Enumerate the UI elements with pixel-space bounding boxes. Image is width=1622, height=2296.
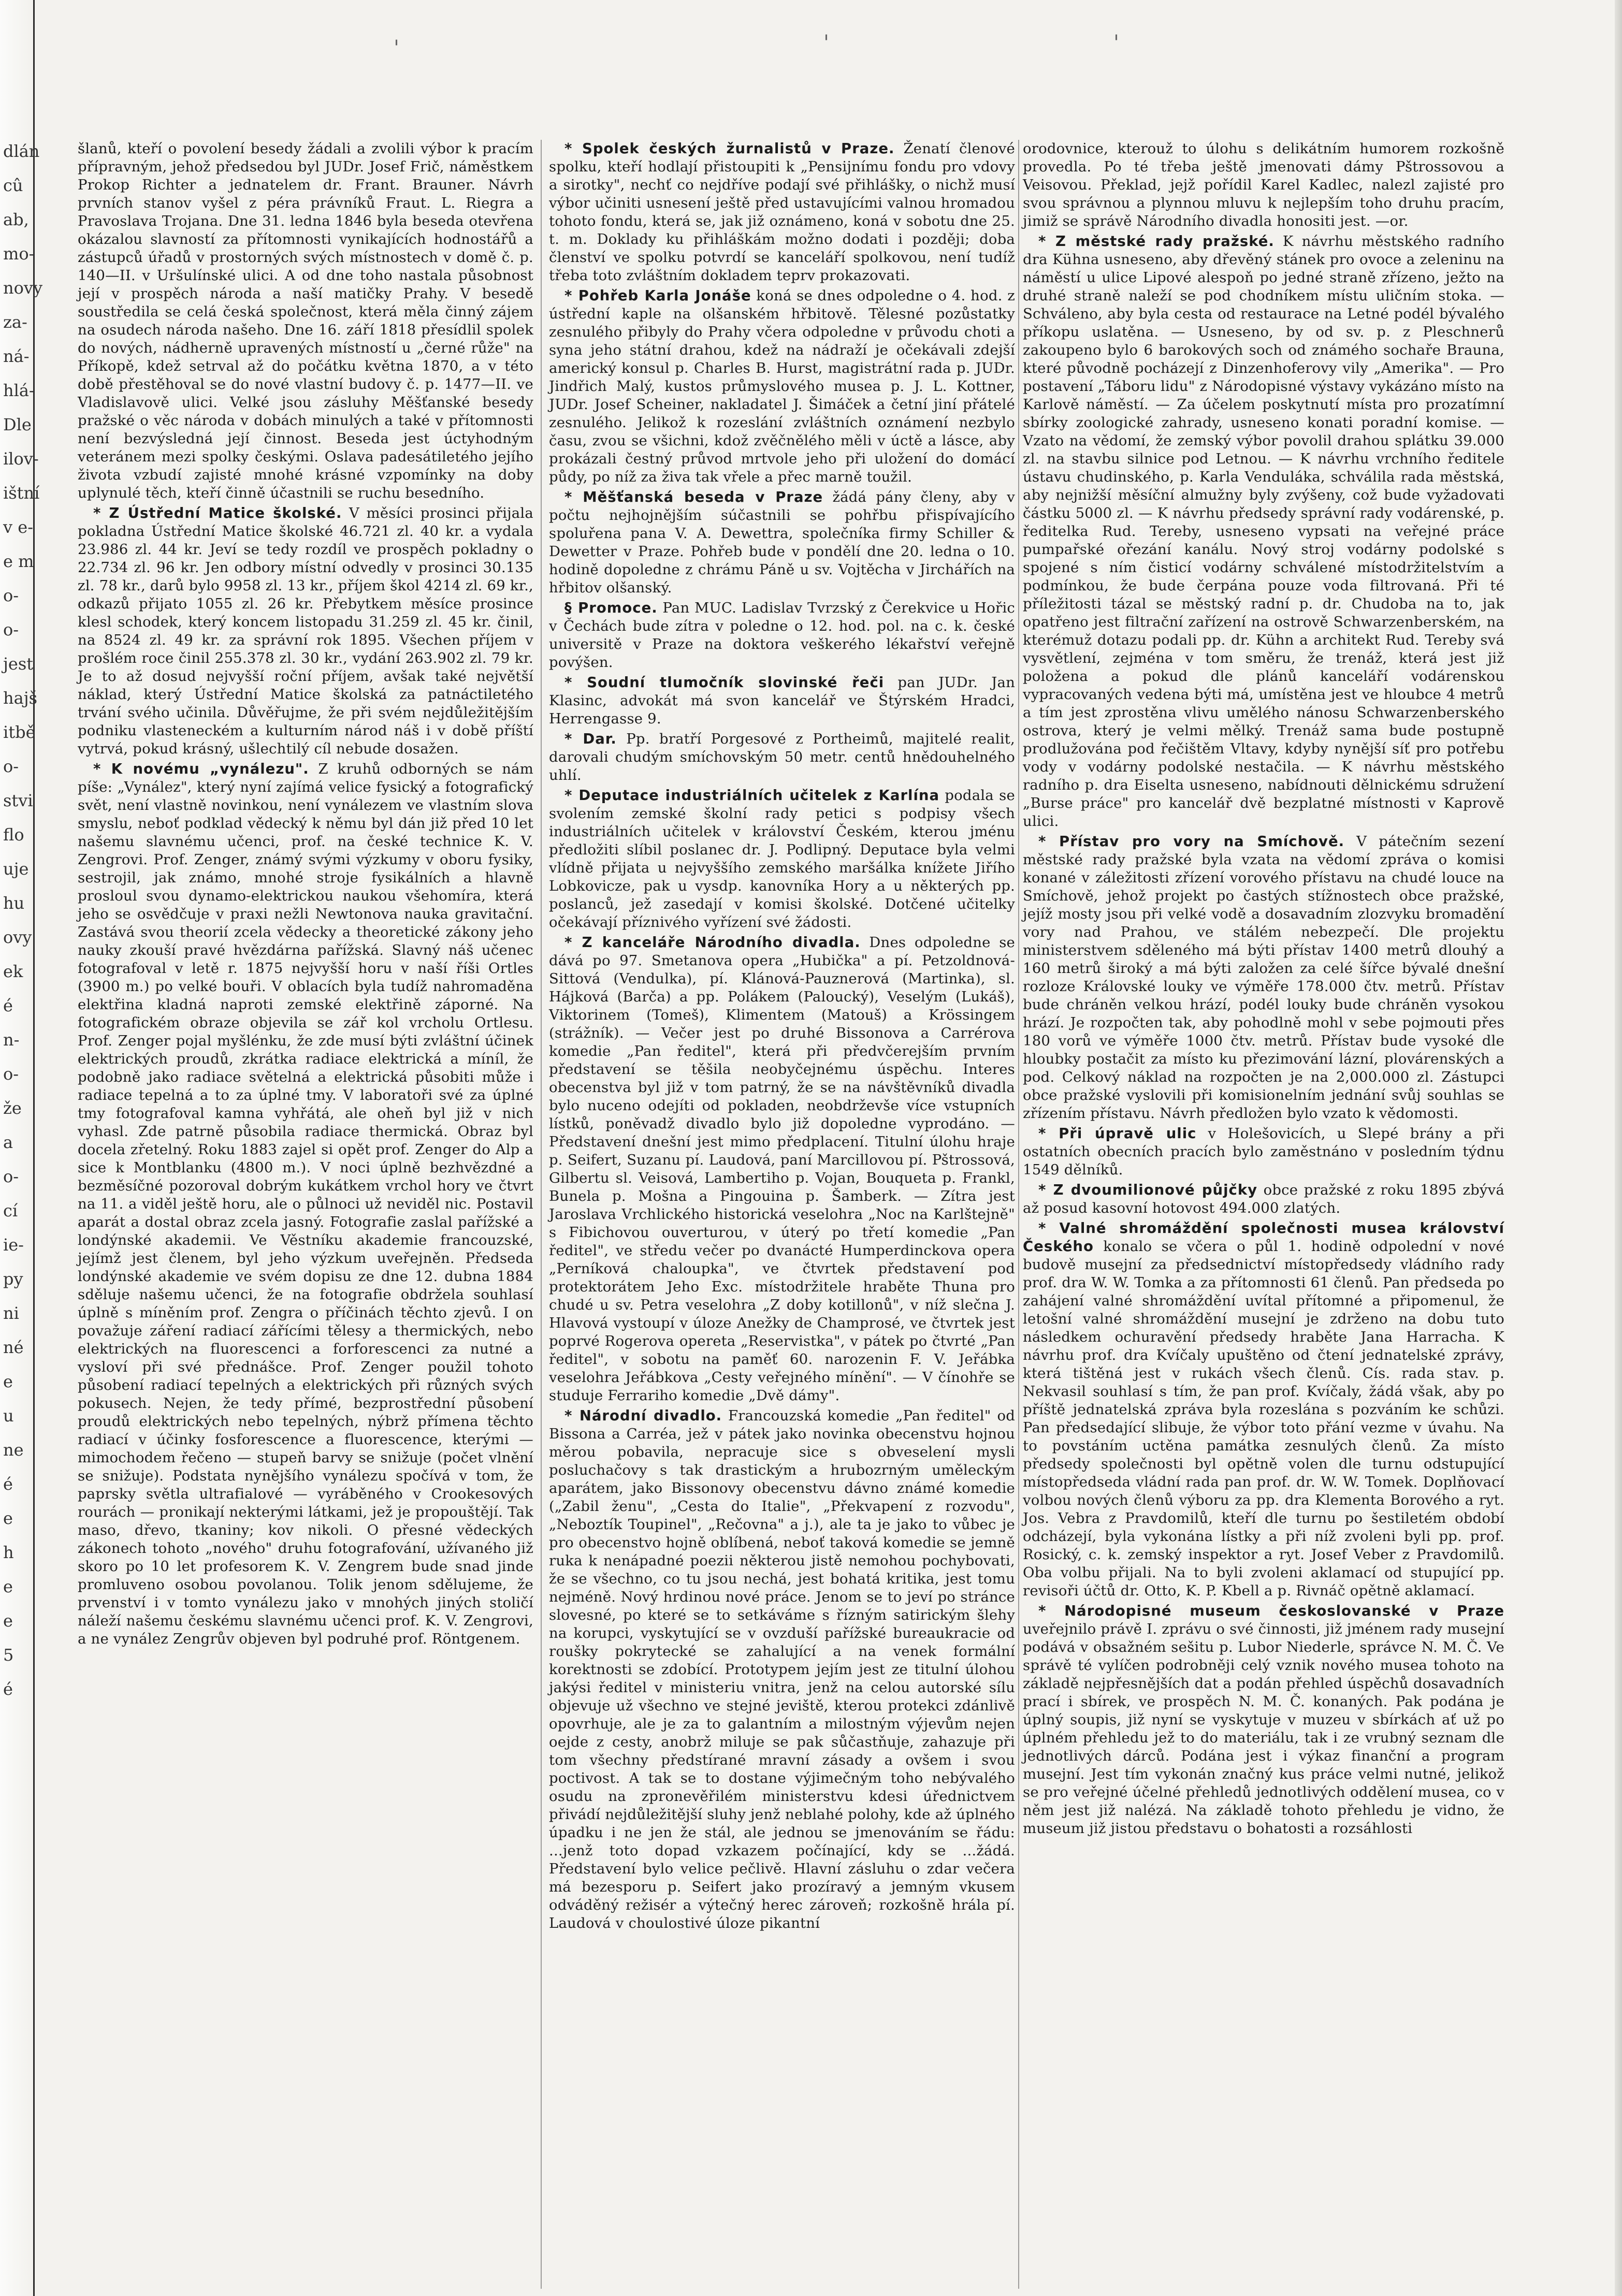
margin-fragment: novy xyxy=(3,278,43,298)
page-speck: ' xyxy=(1113,31,1119,55)
margin-fragment: hajš xyxy=(3,688,38,708)
margin-fragment: že xyxy=(3,1098,22,1118)
margin-fragment: ab, xyxy=(3,210,29,229)
margin-fragment: cí xyxy=(3,1201,18,1220)
news-item-body: uveřejnilo právě I. zprávu o své činnosti, již jménem rady musejní podává v obsažném sešitu p. Lubor Niederle, správce N. M. Č. Ve správě té vylíčen podrobněji celý vznik nového musea tohoto na základě nejpřesnějších dat a podán přehled úspěchů dosavadních prací i sbírek, ve prospěch N. M. Č. konaných. Pak podána je úplný soupis, již nyní se vyskytuje v muzeu v sbírkách ať už po úplném přehledu jež to do materiálu, tak i ze vrubný seznam dle jednotlivých dárců. Podána jest i výkaz finanční a program musejní. Jest tím vykonán značný kus práce velmi nutné, jelikož se pro veřejné účelné přehledů jednotlivých oddělení musea, co v něm jest již nalézá. Na základě tohoto přehledu je vidno, že museum již jistou představu o bohatosti a rozsáhlosti xyxy=(1023,1621,1504,1837)
margin-fragment: é xyxy=(3,1679,13,1699)
news-item xyxy=(1023,1219,1504,1600)
news-item xyxy=(549,488,1015,597)
margin-fragment: ilov- xyxy=(3,449,39,469)
column-right xyxy=(1023,140,1504,2289)
column-divider xyxy=(541,140,542,2289)
news-item-heading: § Promoce. xyxy=(564,600,658,616)
margin-fragment: e xyxy=(3,1577,13,1596)
margin-fragment: ne xyxy=(3,1440,24,1460)
margin-fragment: v e- xyxy=(3,517,33,537)
news-item-body: podala se svolením zemské školní rady petici s podpisy všech industriálních učitelek v království Českém, kterou jménu předložiti slíbil poslanec dr. J. Podlipný. Deputace byla velmi vlídně přijata u nejvyššího zemského maršálka knížete Jiřího Lobkovicze, pak u vysdp. kanovníka Hory a u některých pp. poslanců, jež zasedají v komisi školské. Dotčené učitelky očekávají příznivého vyřízení své žádosti. xyxy=(549,787,1015,931)
news-item-body: Pp. bratří Porgesové z Portheimů, majitelé realit, darovali chudým smíchovským 50 metr. centů hnědouhelného uhlí. xyxy=(549,731,1015,783)
news-item xyxy=(78,760,533,1648)
margin-fragment: e xyxy=(3,1372,13,1391)
margin-fragment: e xyxy=(3,1611,13,1631)
news-item xyxy=(1023,1125,1504,1179)
margin-fragment: o- xyxy=(3,1064,19,1084)
margin-fragment: a xyxy=(3,1132,13,1152)
column-divider xyxy=(1018,140,1019,2289)
margin-fragment: né xyxy=(3,1338,24,1357)
article-continuation xyxy=(1023,140,1504,230)
news-item-body: pan JUDr. Jan Klasinc, advokát má svon kancelář ve Štýrském Hradci, Herrengasse 9. xyxy=(549,674,1016,727)
adjacent-page-edge xyxy=(0,0,43,2296)
margin-fragment: stvi xyxy=(3,791,33,810)
margin-fragment: itbě xyxy=(3,722,36,742)
news-item xyxy=(549,140,1015,285)
margin-fragment: hu xyxy=(3,893,25,913)
news-item-body: koná se dnes odpoledne o 4. hod. z ústřední kaple na olšanském hřbitově. Tělesné pozůstatky zesnulého přibyly do Prahy včera odpoledne v průvodu choti a syna jeho státní drahou, kdež na nádraží je očekávali zdejší americký konsul p. Charles B. Hurst, magistrátní rada p. JUDr. Jindřich Malý, kustos průmyslového musea p. J. L. Kottner, JUDr. Josef Scheiner, nakladatel J. Šimáček a četní jiní přátelé zesnulého. Jelikož k rozeslání zvláštních oznámení nezbylo času, zvou se všichni, kdož zvěčnělého měli v úctě a lásce, aby prokázali čestný průvod mrtvole jeho při uložení do domácí půdy, po níž za živa tak vřele a přec marně toužil. xyxy=(549,287,1015,485)
margin-fragment: ek xyxy=(3,962,23,981)
page-edge-shadow xyxy=(1615,0,1622,2296)
news-item-heading: * Měšťanská beseda v Praze xyxy=(564,489,823,505)
margin-fragment: n- xyxy=(3,1030,20,1050)
news-item-heading: * Z kanceláře Národního divadla. xyxy=(564,934,861,951)
margin-fragment: ni xyxy=(3,1303,19,1323)
news-item-heading: * Při úpravě ulic xyxy=(1038,1125,1197,1142)
news-item-body: V měsíci prosinci přijala pokladna Ústřední Matice školské 46.721 zl. 40 kr. a vydala 23.986 zl. 44 kr. Jeví se tedy rozdíl ve prospěch pokladny o 22.734 zl. 96 kr. Jen odbory místní odvedly v prosinci 30.135 zl. 78 kr., darů bylo 9958 zl. 13 kr., příjem škol 4214 zl. 69 kr., odkazů přijato 1055 zl. 26 kr. Přebytkem měsíce prosince klesl schodek, který koncem listopadu 31.259 zl. 45 kr. činil, na 8524 zl. 49 kr. za správní rok 1895. Všechen příjem v prošlém roce činil 255.378 zl. 30 kr., vydání 263.902 zl. 79 kr. Je to až dosud nejvyšší roční příjem, avšak také největší náklad, který Ústřední Matice školská za patnáctiletého trvání svého učinila. Důvěřujme, že při svém nejdůležitějším podniku vlasteneckém a kulturním národ náš i v době příští vytrvá, pokud krásný, ušlechtilý cíl nebude dosažen. xyxy=(78,505,533,757)
news-item xyxy=(549,599,1015,672)
news-item xyxy=(1023,1602,1504,1838)
news-item xyxy=(1023,232,1504,831)
news-item-body: šlanů, kteří o povolení besedy žádali a zvolili výbor k pracím přípravným, jehož předsedou byl JUDr. Josef Frič, náměstkem Prokop Richter a jednatelem dr. Frant. Brauner. Návrh prvních stanov vyšel z péra právníků Fraut. L. Riegra a Pravoslava Trojana. Dne 31. ledna 1846 byla beseda otevřena okázalou slavností za přítomnosti vynikajících hodnostářů a zástupců úřadů v prostorných svých místnostech v domě č. p. 140—II. v Uršulínské ulici. A od dne toho nastala působnost její v prospěch národa a naší matičky Prahy. V besedě soustředila se celá česká společnost, která měla činný zájem na osudech národa našeho. Dne 16. září 1818 přesídlil spolek do nových, nádherně upravených místností u „černé růže" na Příkopě, kdež setrval až do počátku května 1870, a v této době přestěhoval se do nové vlastní budovy č. p. 1477—II. ve Vladislavově ulici. Velké jsou zásluhy Měšťanské besedy pražské o věc národa v dobách minulých a také v přítomnosti není bezvýsledná její činnost. Beseda jest úctyhodným veteránem mezi spolky českými. Oslava padesátiletého jejího života vzbudí zajisté mnohé krásné vzpomínky na doby uplynulé těch, kteří činně účastnili se ruchu besedního. xyxy=(78,140,533,501)
news-item xyxy=(78,504,533,758)
margin-fragment: mo- xyxy=(3,244,35,264)
margin-fragment: é xyxy=(3,1474,13,1494)
margin-fragment: h xyxy=(3,1543,14,1562)
margin-fragment: o- xyxy=(3,757,19,776)
margin-fragment: hlá- xyxy=(3,381,35,400)
margin-fragment: e xyxy=(3,1508,13,1528)
news-item-body: žádá pány členy, aby v počtu nejhojnějším súčastnili se pohřbu přispívajícího spoluřena pana V. A. Dewettra, společníka firmy Schiller & Dewetter v Praze. Pohřeb bude v pondělí dne 20. ledna o 10. hodině dopoledne z chrámu Páně u sv. Vojtěcha v Jirchářích na hřbitov olšanský. xyxy=(549,489,1015,596)
margin-fragment: é xyxy=(3,996,13,1015)
margin-fragment: e m xyxy=(3,551,34,571)
news-item-heading: * Z dvoumilionové půjčky xyxy=(1038,1182,1258,1198)
news-item-heading: * Valné shromáždění společnosti musea království Českého xyxy=(1023,1220,1504,1255)
news-item-body: Ženatí členové spolku, kteří hodlají přistoupiti k „Pensijnímu fondu pro vdovy a sirotky", nechť co nejdříve podají své přihlášky, o nichž musí výbor učiniti usnesení ještě před ustavujícími valnou hromadou tohoto fondu, která se, jak již oznámeno, koná v sobotu dne 25. t. m. Doklady ku přihláškám možno dodati i později; doba členství ve spolku potvrdí se kanceláří spolkovou, není tudíž třeba toto zvláštním dokladem teprv prokazovati. xyxy=(549,140,1015,284)
news-item-body: K návrhu městského radního dra Kühna usneseno, aby dřevěný stánek pro ovoce a zeleninu na náměstí u ulice Lipové alespoň po jedné straně zřízeno, ježto na druhé straně naleží se pod chodníkem místu uličním stoka. — Schváleno, aby byla cesta od restaurace na Letné podél bývalého příkopu uslatěna. — Usneseno, by od sv. p. z Pleschnerů zakoupeno bylo 6 barokových soch od známého sochaře Brauna, které původně pocházejí z Dinzenhoferovy vily „Amerika". — Pro postavení „Táboru lidu" z Národopisné výstavy vykázáno místo na Karlově náměstí. — Za účelem poskytnutí místa pro prozatímní sbírky zoologické zahrady, usneseno konati poradní komise. — Vzato na vědomí, že zemský výbor povolil drahou splátku 39.000 zl. na stavbu silnice pod Letnou. — K návrhu vrchního ředitele ústavu chudinského, p. Karla Venduláka, schválila rada městská, aby nejnižší měsíční almužny byly zvýšeny, což bude vyžadovati částku 5000 zl. — K návrhu předsedy správní rady vodárenské, p. ředitelka Rud. Tereby, usneseno vypsati na veřejné práce pumpařské ořezání kanálu. Nový stroj vodárny podolské s spojené s ním čisticí vodárny schválené místodržitelstvím a podmínkou, že bude čerpána pouze voda filtrovaná. Při té příležitosti tázal se městský radní p. dr. Chudoba na to, jak opatřeno jest filtrační zařízení na ostrově Schwarzenberském, na kterémuž dotazu podali pp. dr. Kühn a architekt Rud. Tereby svá vysvětlení, zejména v tom směru, že trenáž, která jest již položena a pokud dle plánů kanceláří vodárenskou vypracovaných vedena býti má, umístěna jest ve hloubce 4 metrů a tím jest zprostěna vlivu umělého nánosu Schwarzenberského ostrova, který je velmi mělký. Trenáž sama bude postupně prodlužována pod řečištěm Vltavy, kdyby nynější síť pro potřebu vody v vodárny podolské nestačila. — K návrhu městského radního p. dra Eiselta usneseno, nabídnouti dělnickému sdružení „Burse práce" pro kancelář dvě bezplatné místnosti v Kaprově ulici. xyxy=(1023,233,1504,830)
margin-fragment: o- xyxy=(3,620,19,640)
margin-fragment: cû xyxy=(3,176,23,195)
news-item xyxy=(549,674,1015,728)
margin-fragment: dlán xyxy=(3,141,40,161)
news-item-heading: * Soudní tlumočník slovinské řeči xyxy=(564,674,885,691)
margin-fragment: Dle xyxy=(3,415,32,434)
news-item-body: Dnes odpoledne se dává po 97. Smetanova opera „Hubička" a pí. Petzoldnová-Sittová (Vendulka), pí. Klánová-Pauznerová (Martinka), sl. Hájková (Barča) a pp. Polákem (Paloucký), Veselým (Lukáš), Viktorinem (Tomeš), Klimentem (Matouš) a Krössingem (strážník). — Večer jest po druhé Bissonova a Carrérova komedie „Pan ředitel", která při předvčerejším prvním představení se těšila neobyčejnému úspěchu. Interes obecenstva byl již v tom patrný, že se na návštěvníků divadla bylo nuceno odejíti od pokladen, neobdrževše více vstupních lístků, poněvadž divadlo bylo již dopoledne vyprodáno. — Představení dnešní jest mimo předplacení. Titulní úlohu hraje p. Seifert, Suzanu pí. Laudová, paní Marcillovou pí. Pštrossová, Gilbertu sl. Veisová, Lambertiho p. Vojan, Bouqueta p. Frankl, Bunela p. Mošna a Pingouina p. Šamberk. — Zítra jest Jaroslava Vrchlického historická veselohra „Noc na Karlštejně" s Fibichovou ouverturou, v úterý po třetí komedie „Pan ředitel", ve středu večer po dvanácté Humperdinckova opera „Perníková chaloupka", ve čtvrtek představení pod protektorátem Jeho Exc. místodržitele hraběte Thuna pro chudé u sv. Petra veselohra „Z doby kotillonů", v níž slečna J. Hlavová vystoupí v úloze Anežky de Champrosé, ve čtvrtek jest poprvé Rogerova opereta „Reservistka", v pátek po čtvrté „Pan ředitel", v sobotu na paměť 60. narozenin F. V. Jeřábka veselohra Jeřábkova „Cesty veřejného mínění". — V čínohře se studuje Ferrariho komedie „Dvě dámy". xyxy=(549,934,1015,1404)
news-item xyxy=(549,287,1015,486)
news-item-body: konalo se včera o půl 1. hodině odpolední v nové budově musejní za předsednictví místopředsedy vládního rady prof. dra W. W. Tomka a za přítomnosti 61 členů. Pan předseda po zahájení valné shromáždění uvítal přítomné a připomenul, že letošní valné shromáždění musejní je zdrženo na dobu tuto následkem ochuravění předsedy hraběte Jana Harracha. K návrhu prof. dra Kvíčaly upuštěno od čtení jednatelské zprávy, která tištěná jest v rukách všech členů. Cís. rada stav. p. Nekvasil souhlasí s tím, že pan prof. Kvíčaly, žádá však, aby po příště jednatelská zpráva byla rozeslána s pozváním ke schůzi. Pan předsedající slibuje, že výbor toto přání vezme v úvahu. Na to povstáním uctěna památka zesnulých členů. Za místo předsedy společnosti byl opětně volen dle turnu odstupující místopředseda vládní rada pan prof. dr. W. W. Tomek. Doplňovací volbou nových členů výboru za pp. dra Klementa Borového a ryt. Jos. Vebra z Pravdomilů, kteří dle turnu po šestiletém období odcházejí, byla vykonána lístky a při níž zvoleni byli pp. prof. Rosický, c. k. zemský inspektor a ryt. Josef Veber z Pravdomilů. Oba volbu přijali. Na to byli zvoleni aklamací od stupující pp. revisoři účtů dr. Otto, K. P. Kbell a p. Rivnáč opětně aklamací. xyxy=(1023,1238,1504,1599)
news-item-body: v Holešovicích, u Slepé brány a při ostatních obecních pracích bylo zaměstnáno v posledním týdnu 1549 dělníků. xyxy=(1023,1125,1505,1178)
news-item-heading: * K novému „vynálezu". xyxy=(93,761,309,777)
margin-fragment: ná- xyxy=(3,346,30,366)
news-item xyxy=(549,934,1015,1405)
news-item xyxy=(549,787,1015,932)
margin-fragment: o- xyxy=(3,586,19,605)
column-left xyxy=(78,140,533,2289)
news-item-heading: * Z městské rady pražské. xyxy=(1038,233,1275,250)
news-item xyxy=(1023,1181,1504,1217)
news-item-body: Pan MUC. Ladislav Tvrzský z Čerekvice u Hořic v Čechách bude zítra v poledne o 12. hod. pol. na c. k. české universitě v Praze na doktora veškerého lékařství veřejně povýšen. xyxy=(549,600,1015,671)
news-item-heading: * Z Ústřední Matice školské. xyxy=(93,505,342,521)
margin-fragment: za- xyxy=(3,312,27,332)
news-item-heading: * Pohřeb Karla Jonáše xyxy=(564,287,751,304)
news-item-heading: * Národopisné museum českoslovanské v Praze xyxy=(1038,1603,1504,1619)
news-item xyxy=(549,730,1015,784)
column-middle xyxy=(549,140,1015,2289)
margin-fragment: py xyxy=(3,1269,23,1289)
news-item-body: orodovnice, kterouž to úlohu s delikátním humorem rozkošně provedla. Po té třeba ještě jmenovati dámy Pštrossovou a Veisovou. Překlad, jejž pořídil Karel Kadlec, nalezl zajisté pro svou správnou a plynnou mluvu k nejlepším toho druhu pracím, jimiž se správě Národního divadla honositi jest. —or. xyxy=(1023,140,1504,229)
margin-fragment: ie- xyxy=(3,1235,24,1255)
news-item-heading: * Deputace industriálních učitelek z Karlína xyxy=(564,787,940,804)
margin-fragment: u xyxy=(3,1406,14,1426)
page-speck: ' xyxy=(823,31,829,55)
margin-fragment: uje xyxy=(3,859,29,879)
news-item-heading: * Spolek českých žurnalistů v Praze. xyxy=(564,140,895,157)
margin-fragment: 5 xyxy=(3,1645,14,1665)
news-item-body: V pátečním sezení městské rady pražské byla vzata na vědomí zpráva o komisi konané v záležitosti zřízení vorového přístavu na chudé louce na Smíchově, jehož projekt po častých stížnostech obce pražské, jejíž mosty jsou při velké vodě a dosavadním zlozvyku bromadění vory nad Prahou, ve stálém nebezpečí. Dle projektu ministerstvem sděleného má býti přístav 1400 metrů dlouhý a 160 metrů široký a má býti založen za celé šířce bývalé dnešní rozloze Královské louky ve výměře 178.000 čtv. metrů. Přístav bude chráněn velkou hrází, podél louky bude chráněn vysokou hrází. Je rozpočten tak, aby pohodlně mohl v sebe pojmouti přes 180 vorů ve výměře 1000 čtv. metrů. Přístav bude vysoké dle hloubky postačit za místo ku přezimování lázní, plovárenských a pod. Celkový náklad na rozpočten je na 2,000.000 zl. Zástupci obce pražské vyslovili při komisionelním jednání svůj souhlas se zřízením přístavu. Návrh předložen bylo vzato k vědomosti. xyxy=(1023,833,1505,1122)
margin-fragment: o- xyxy=(3,1167,19,1186)
margin-fragment: ištní xyxy=(3,483,40,503)
news-item-heading: * Dar. xyxy=(564,731,617,747)
margin-fragment: flo xyxy=(3,825,24,845)
news-item xyxy=(1023,833,1504,1123)
page-speck: ' xyxy=(394,36,399,60)
news-item-body: Francouzská komedie „Pan ředitel" od Bissona a Carréa, jež v pátek jako novinka obecenstvu hojnou měrou pobavila, nepracuje sice s obveselení mysli posluchačovy s tak drastickým a hrubozrným uměleckým aparátem, jako Bissonovy obecenstvu dávno známé komedie („Zabil ženu", „Cesta do Italie", „Překvapení z rozvodu", „Neboztík Toupinel", „Rečovna" a j.), ale ta je jako to vůbec je pro obecenstvo hojně oblíbená, neboť taková komedie se jemně ruka k nenápadné poezii některou jistě nemohou pochybovati, že se všechno, co tu jsou nechá, jest bohatá kritika, jest tomu nejméně. Nový hrdinou nové práce. Jenom se to jeví po stránce slovesné, po které se to setkáváme s řízným satirickým šlehy na korupci, vyskytující se v ovzduší pařížské bureaukracie od roušky pokrytecké se zahalující a na venek formální korektnosti se zdobící. Prototypem jejím jest ze titulní úlohou jakýsi ředitel v ministeriu vnitra, jenž na celou autorské sílu objevuje už všechno ve stejné jeviště, kterou protekci zdánlivě opovrhuje, ale je za to galantním a milostným výjevům nejen oejde z cesty, anobrž miluje se pak sůčastňuje, zahazuje při tom všechny předstírané mravní zásady a ovšem i svou poctivost. A tak se to dostane výjimečným toho nebývalého osudu na zpronevěřilém ministerstvu kdesi úřednictvem přivádí nejdůležitější sluhy jenž neblahé polohy, kde až úplného úpadku i ne jen že stál, ale jednou se jmenováním se řádu: ...jenž toto dopad vzkazem počínající, kdy se ...žádá. Představení bylo velice pečlivě. Hlavní zásluhu o zdar večera má bezesporu p. Seifert jako prozíravý a jemným vkusem odváděný režisér a výtečný herec zároveň; rozkošně hrála pí. Laudová v choulostivé úloze pikantní xyxy=(549,1407,1016,1931)
news-item-heading: * Národní divadlo. xyxy=(564,1407,722,1424)
news-item-heading: * Přístav pro vory na Smíchově. xyxy=(1038,833,1345,850)
margin-fragment: ovy xyxy=(3,927,32,947)
news-item-body: Z kruhů odborných se nám píše: „Vynález", který nyní zajímá velice fysický a fotografický svět, není vlastně novinkou, není vynálezem ve vlastním slova smyslu, neboť podklad vědecký k němu byl dán již před 10 let našemu slavnému učenci, prof. na české technice K. V. Zengrovi. Prof. Zenger, známý svými výzkumy v oboru fysiky, sestrojil, jak známo, mnohé stroje fysikálních a hlavně prosloul svou dynamo-elektrickou naukou všehomíra, která jeho se osvědčuje v praxi nežli Newtonova nauka gravitační. Zastává svou theorií zcela vědecky a theoretické zákony jeho nauky zkouší pravé hvězdárna pařížská. Slavný náš učenec fotografoval v letě r. 1875 nejvyšší horu v naší říši Ortles (3900 m.) po velké bouři. V oblacích byla tudíž nahromaděna elektřina kladná naproti zemské elektřině záporné. Na fotografickém obraze objevila se zář kol vrcholu Ortlesu. Prof. Zenger pojal myšlénku, že zde musí býti zvláštní účinek elektrických proudů, zkrátka radiace elektrická a míníl, že podobně jako radiace světelná a elektrická působiti může i radiace tepelná a to za úplné tmy. V laboratoři své za úplné tmy fotografoval kamna vyhřátá, ale oheň byl již v nich vyhasl. Zde patrně působila radiace thermická. Obraz byl docela zřetelný. Roku 1883 zajel si opět prof. Zenger do Alp a sice k Montblanku (4800 m.). V noci úplně bezhvězdné a bezměsíčné pozoroval dobrým kukátkem vrchol hory ve čtvrt na 11. a viděl ještě horu, ale o půlnoci už neviděl nic. Postavil aparát a dostal obraz zcela jasný. Fotografie zaslal pařížské a londýnské akademii. Ve Věstníku akademie francouzské, jejímž jest členem, byl jeho výzkum uveřejněn. Předseda londýnské akademie ve svém dopisu ze dne 12. dubna 1884 sděluje našemu učenci, že na fotografie obdržela souhlasí úplně s míněním prof. Zengra o příčinách těchto zjevů. I on považuje záření radiací zářícími tělesy a thermických, nebo elektrických na fluorescenci a forforescenci za nutné a vysloví při své přednášce. Prof. Zenger použil tohoto působení radiací tepelných a elektrických při různých svých pokusech. Nejen, že tedy přímé, bezprostřední působení proudů elektrických nebo tepelných, nýbrž přímena těchto radiací v účinky fosforescence a fluorescence, kterými — mimochodem řečeno — stupeň barvy se snižuje (počet vlnění se snižuje). Podstata nynějšího vynálezu spočívá v tom, že paprsky světla ultrafialové — vyráběného v Crookesových rourách — pronikají nekterými látkami, jež je propouštějí. Tak maso, dřevo, tkaniny; kov nikoli. O přesné vědeckých zákonech tohoto „nového" druhu fotografování, užívaného již skoro po 10 let profesorem K. V. Zengrem bude snad jinde promluveno osobou povolanou. Tolik jenom sdělujeme, že prvenství i v tomto vynálezu jako v mnohých jiných stoličí náleží našemu českému slavnému učenci prof. K. V. Zengrovi, a ne vynález Zengrův objeven byl podruhé prof. Röntgenem. xyxy=(78,761,533,1647)
article-continuation xyxy=(78,140,533,502)
news-item-body: obce pražské z roku 1895 zbývá až posud kasovní hotovost 494.000 zlatých. xyxy=(1023,1182,1504,1216)
margin-fragment: jest xyxy=(3,654,34,674)
news-item xyxy=(549,1407,1015,1932)
